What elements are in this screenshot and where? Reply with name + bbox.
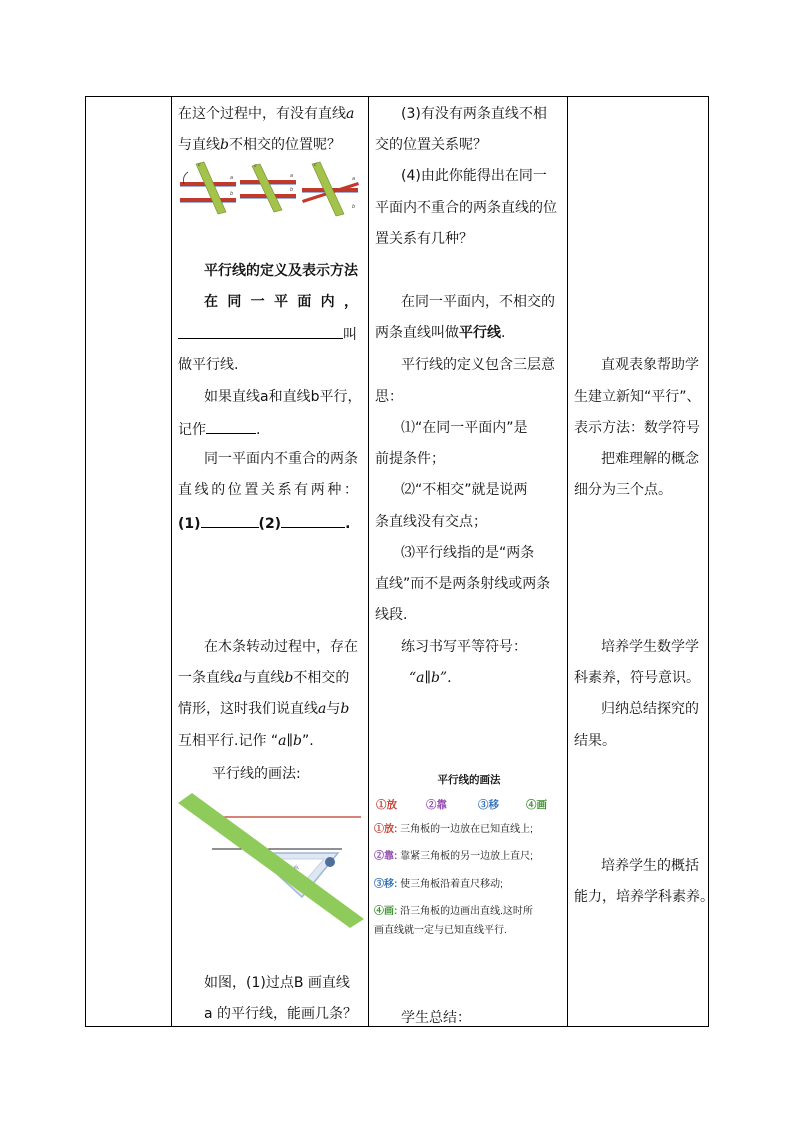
notation-line-1: 如果直线a和直线b平行， <box>204 389 362 405</box>
column-divider-1 <box>171 96 172 1027</box>
fill-in-blank[interactable] <box>178 325 343 339</box>
step-move: ③移 <box>478 799 499 811</box>
relation-line-1: 同一平面内不重合的两条 <box>204 451 358 467</box>
char: 种 <box>327 482 342 498</box>
text: 情形，这时我们说直线 <box>178 701 318 717</box>
method-desc-4 <box>374 905 533 919</box>
label: (1) <box>178 516 201 532</box>
layer-3-line-2: 直线”而不是两条射线或两条 <box>375 576 551 592</box>
text: . <box>345 516 351 532</box>
sticks-label: b <box>352 204 356 210</box>
text: . <box>501 325 506 341</box>
text: 三角板的一边放在已知直线上; <box>400 824 533 835</box>
parallel-symbol-example: “a∥b”. <box>409 670 452 686</box>
intent-line-9: 结果。 <box>574 733 616 749</box>
layer-3-line-3: 线段. <box>375 607 408 623</box>
step-place: ①放 <box>376 799 397 811</box>
notation-line-2 <box>178 420 260 438</box>
intent-line-5: 细分为三个点。 <box>574 482 672 498</box>
method-title: 平行线的画法 <box>437 774 501 786</box>
fill-in-blank[interactable] <box>206 420 256 434</box>
step-head: ③移: <box>374 879 398 890</box>
char: ， <box>343 294 358 310</box>
char: 的 <box>211 482 226 498</box>
question-line-1: 如图，(1)过点B 画直线 <box>204 975 350 991</box>
variable-a: a <box>234 670 243 686</box>
drawing-method-title: 平行线的画法: <box>212 766 301 782</box>
step-head: ①放: <box>374 824 398 835</box>
rotation-line-3 <box>178 701 349 717</box>
method-desc-4-cont: 画直线就一定与已知直线平行. <box>374 925 507 936</box>
sticks-label: a <box>290 173 294 179</box>
sticks-panel-1 <box>180 162 236 214</box>
text: 与 <box>326 701 341 717</box>
text: 互相平行.记作 “ <box>178 733 279 749</box>
rotation-line-2 <box>178 670 349 686</box>
char: 位 <box>227 482 242 498</box>
intent-line-4: 把难理解的概念 <box>601 451 699 467</box>
intent-line-3: 表示方法：数学符号 <box>574 420 700 436</box>
fill-in-blank[interactable] <box>201 514 259 528</box>
practice-line: 练习书写平等符号： <box>401 639 527 655</box>
rotation-line-1: 在木条转动过程中，存在 <box>204 639 358 655</box>
char: ： <box>343 482 358 498</box>
char: 同 <box>227 294 242 310</box>
step-lean: ②靠 <box>426 799 447 811</box>
relation-fill-line <box>178 514 350 532</box>
method-desc-3 <box>374 878 503 892</box>
definition-answer-line-1: 在同一平面内，不相交的 <box>401 294 555 310</box>
intent-line-1: 直观表象帮助学 <box>601 357 699 373</box>
sticks-label: c <box>254 163 257 169</box>
definition-line-2 <box>178 325 357 343</box>
text: 不相交的 <box>293 670 350 686</box>
relation-line-2 <box>178 482 358 498</box>
char: 面 <box>297 294 312 310</box>
text: 两条直线叫做 <box>375 325 459 341</box>
section-heading: 平行线的定义及表示方法 <box>204 263 358 279</box>
text: . <box>256 422 261 438</box>
column-divider-3 <box>567 96 568 1027</box>
intent-line-11: 能力，培养学科素养。 <box>574 889 714 905</box>
text: 不相交的位置呢？ <box>228 137 341 153</box>
definition-line-3: 做平行线. <box>178 357 239 373</box>
step-head: ②靠: <box>374 851 398 862</box>
text: 叫 <box>343 327 357 343</box>
char: 在 <box>204 294 218 310</box>
sticks-label: c <box>198 162 201 168</box>
char: 平 <box>273 294 288 310</box>
char: 直 <box>178 482 192 498</box>
char: 内 <box>320 294 335 310</box>
student-summary-label: 学生总结： <box>401 1010 471 1026</box>
sticks-panel-3 <box>302 162 359 216</box>
rotating-sticks-illustration <box>178 160 360 218</box>
text: 与直线 <box>178 137 220 153</box>
text: ”. <box>301 733 314 749</box>
definition-answer-line-2 <box>375 325 505 341</box>
char: 线 <box>194 482 209 498</box>
variable-b: b <box>284 670 294 686</box>
layer-1-line-1: ⑴“在同一平面内”是 <box>401 420 528 436</box>
rotation-line-4 <box>178 733 314 749</box>
variable-a: a <box>318 701 327 717</box>
set-square-ruler-illustration <box>178 793 364 928</box>
fill-in-blank[interactable] <box>281 514 345 528</box>
intent-line-2: 生建立新知“平行”、 <box>574 389 701 405</box>
char: 系 <box>277 482 292 498</box>
method-desc-1 <box>374 823 533 837</box>
question-text-line-1 <box>178 106 354 122</box>
question-3-line-2: 交的位置关系呢？ <box>375 137 487 153</box>
column-divider-2 <box>368 96 369 1027</box>
char: 有 <box>294 482 309 498</box>
text: 记作 <box>178 422 206 438</box>
layer-1-line-2: 前提条件； <box>375 451 445 467</box>
sticks-label: a <box>352 176 356 182</box>
question-4-line-3: 置关系有几种？ <box>375 231 473 247</box>
text: 一条直线 <box>178 670 234 686</box>
text: 靠紧三角板的另一边放上直尺; <box>400 851 533 862</box>
text: 使三角板沿着直尺移动; <box>400 879 503 890</box>
layer-2-line-1: ⑵“不相交”就是说两 <box>401 482 528 498</box>
sticks-label: b <box>290 187 294 193</box>
three-layers-line-2: 思： <box>375 389 403 405</box>
text: 沿三角板的边画出直线.这时所 <box>400 906 533 917</box>
question-4-line-1: (4)由此你能得出在同一 <box>401 168 547 184</box>
question-3-line-1: (3)有没有两条直线不相 <box>401 106 547 122</box>
step-head: ④画: <box>374 906 398 917</box>
text: 在这个过程中，有没有直线 <box>178 106 346 122</box>
question-line-2: a 的平行线，能画几条？ <box>204 1006 358 1022</box>
intent-line-10: 培养学生的概括 <box>601 858 699 874</box>
char: 一 <box>250 294 265 310</box>
text: 与直线 <box>242 670 285 686</box>
sticks-label: c <box>314 162 317 168</box>
intent-line-7: 科素养，符号意识。 <box>574 670 700 686</box>
layer-3-line-1: ⑶平行线指的是“两条 <box>401 545 535 561</box>
drawing-method-card <box>374 768 564 943</box>
step-draw: ④画 <box>526 799 547 811</box>
term-parallel-lines: 平行线 <box>459 325 501 341</box>
char: 两 <box>310 482 325 498</box>
definition-line-1 <box>204 294 358 310</box>
sticks-label: a <box>230 175 234 181</box>
variable-b: b <box>220 137 229 153</box>
parallel-symbol: a∥b <box>278 733 302 749</box>
sticks-label: b <box>230 191 234 197</box>
sticks-panel-2 <box>240 163 296 212</box>
variable-b: b <box>340 701 350 717</box>
variable-a: a <box>346 106 355 122</box>
question-text-line-2 <box>178 137 341 153</box>
method-desc-2 <box>374 850 533 864</box>
char: 关 <box>260 482 275 498</box>
intent-line-8: 归纳总结探究的 <box>601 701 699 717</box>
question-4-line-2: 平面内不重合的两条直线的位 <box>375 200 557 216</box>
label: (2) <box>258 516 282 532</box>
intent-line-6: 培养学生数学学 <box>601 639 699 655</box>
char: 置 <box>244 482 259 498</box>
three-layers-line-1: 平行线的定义包含三层意 <box>401 357 555 373</box>
layer-2-line-2: 条直线没有交点； <box>375 514 487 530</box>
